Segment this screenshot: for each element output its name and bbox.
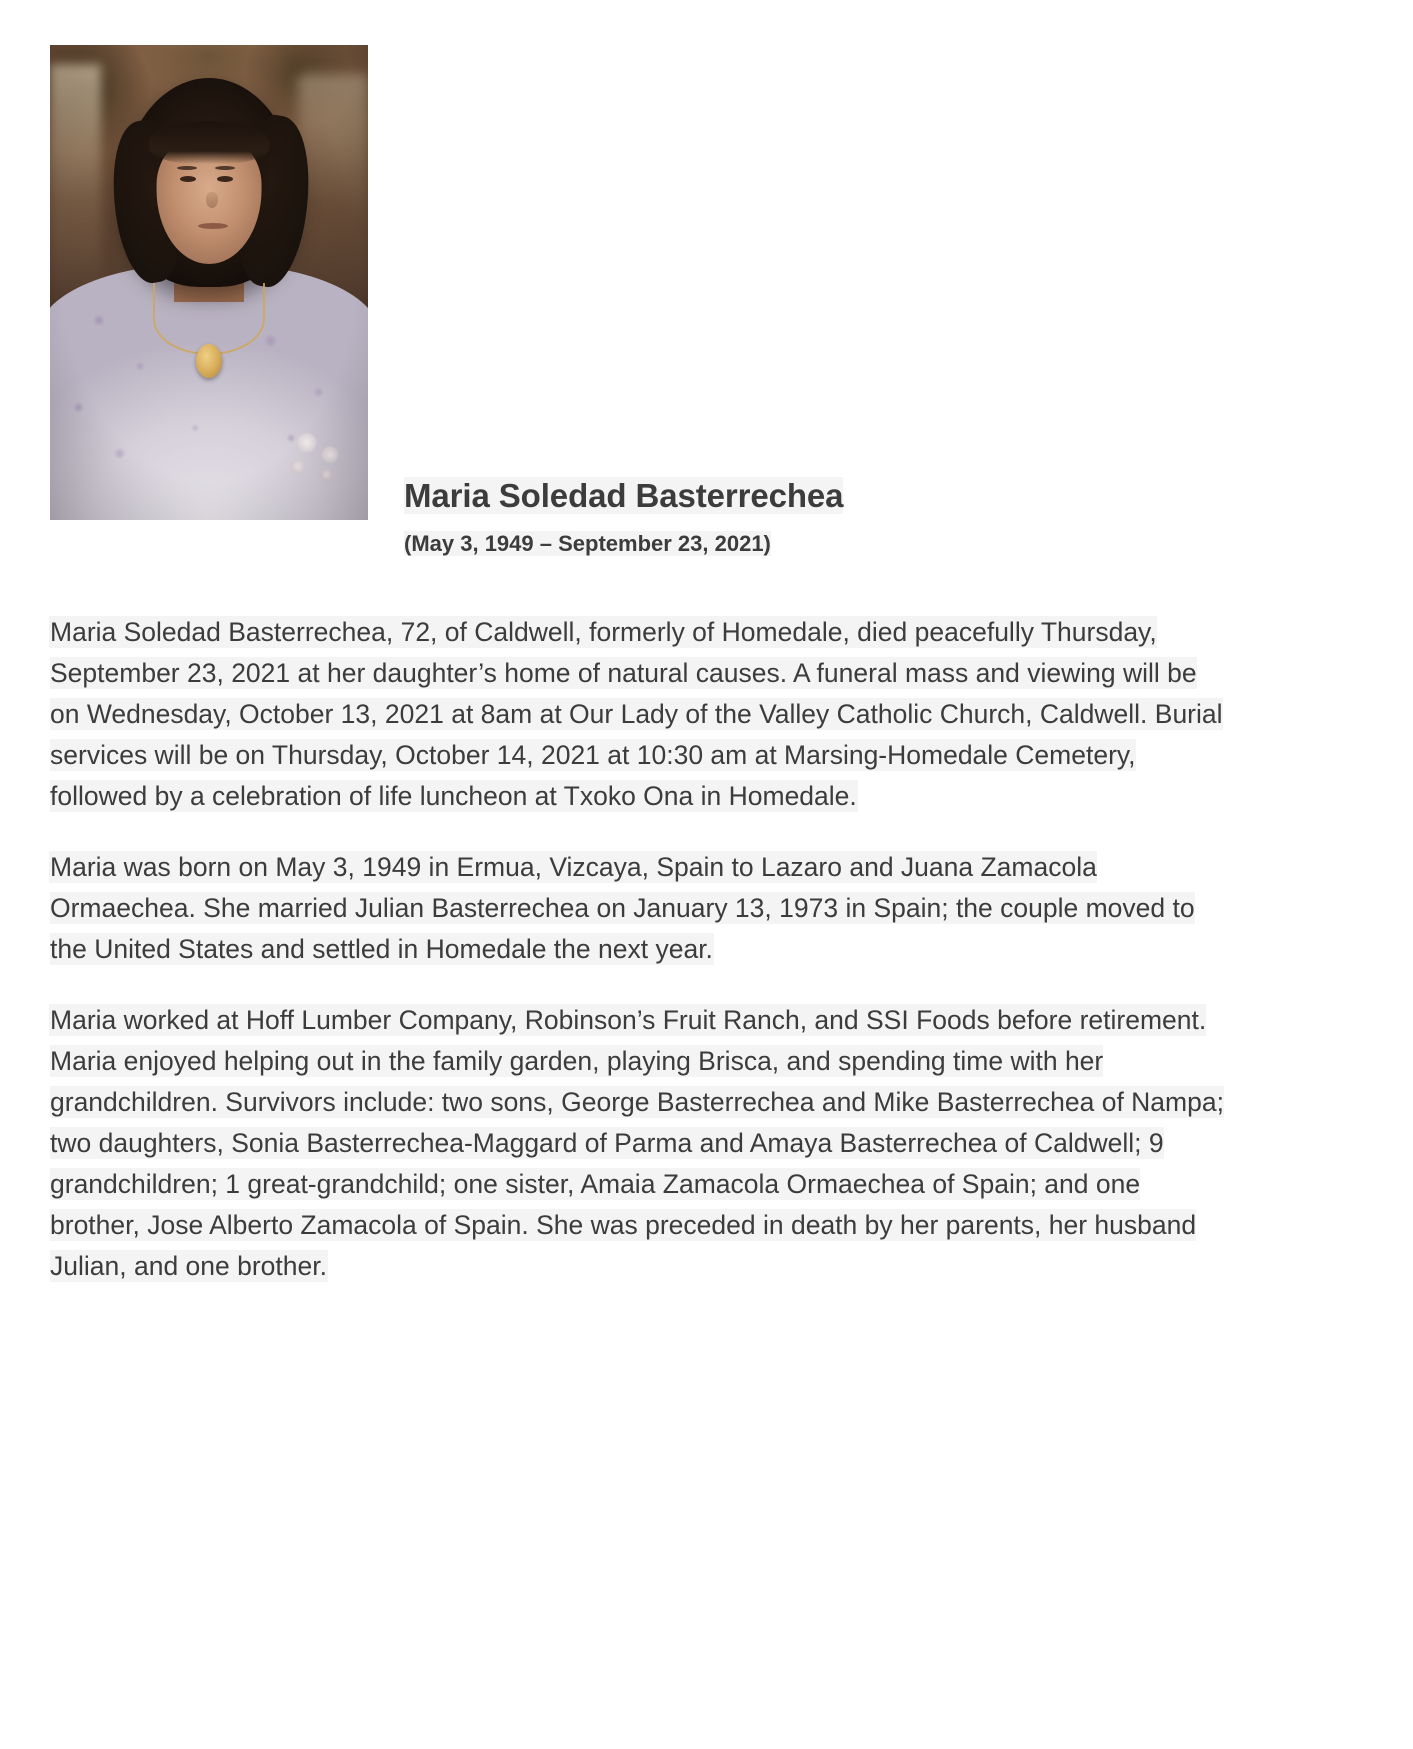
deceased-name-row [404, 472, 1364, 520]
obituary-paragraph [50, 612, 1230, 817]
page-title: Maria Soledad Basterrechea [404, 477, 844, 514]
deceased-dates-row [404, 526, 1364, 562]
obituary-paragraph [50, 1000, 1230, 1287]
paragraph-text: Maria was born on May 3, 1949 in Ermua, Vizcaya, Spain to Lazaro and Juana Zamacola Ormaechea. She married Julian Basterrechea on January 13, 1973 in Spain; the couple moved to the United States and settled in Homedale the next year. [50, 852, 1195, 964]
life-dates: (May 3, 1949 – September 23, 2021) [404, 531, 771, 556]
photo-vignette [50, 45, 368, 520]
paragraph-text: Maria Soledad Basterrechea, 72, of Caldwell, formerly of Homedale, died peacefully Thursday, September 23, 2021 at her daughter’s home of natural causes. A funeral mass and viewing will be on Wednesday, October 13, 2021 at 8am at Our Lady of the Valley Catholic Church, Caldwell. Burial services will be on Thursday, October 14, 2021 at 10:30 am at Marsing-Homedale Cemetery, followed by a celebration of life luncheon at Txoko Ona in Homedale. [50, 617, 1223, 811]
name-block [404, 472, 1364, 562]
portrait-photo [50, 45, 368, 520]
paragraph-text: Maria worked at Hoff Lumber Company, Robinson’s Fruit Ranch, and SSI Foods before retirement. Maria enjoyed helping out in the family garden, playing Brisca, and spending time with her grandchildren. Survivors include: two sons, George Basterrechea and Mike Basterrechea of Nampa; two daughters, Sonia Basterrechea-Maggard of Parma and Amaya Basterrechea of Caldwell; 9 grandchildren; 1 great-grandchild; one sister, Amaia Zamacola Ormaechea of Spain; and one brother, Jose Alberto Zamacola of Spain. She was preceded in death by her parents, her husband Julian, and one brother. [50, 1005, 1224, 1281]
portrait-frame [50, 45, 368, 520]
obituary-paragraph [50, 847, 1230, 970]
obituary-header [0, 0, 1413, 565]
obituary-body [50, 612, 1230, 1287]
